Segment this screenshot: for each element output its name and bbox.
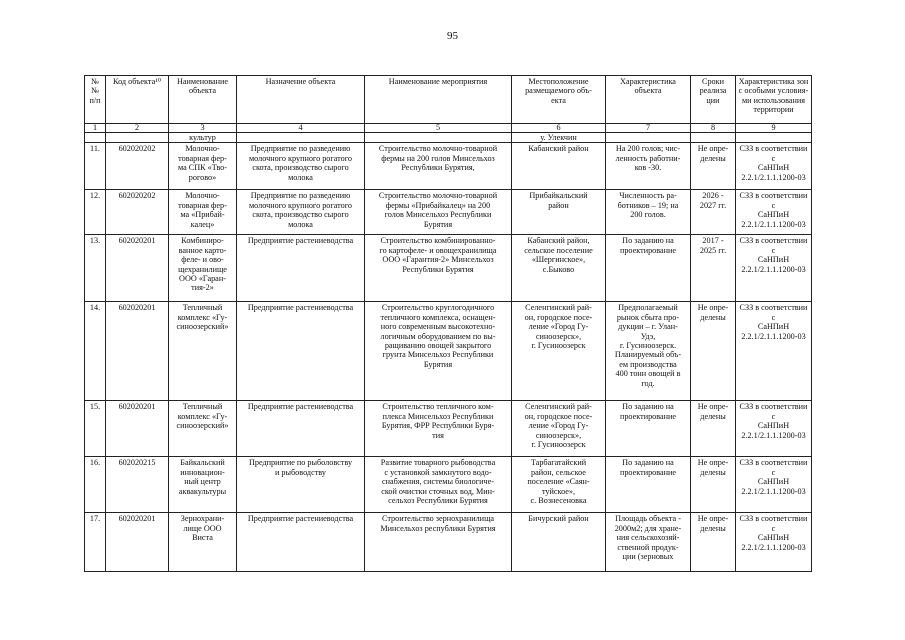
location-cell: Кабанский район, сельское поселение «Шергинское», с.Быково: [512, 235, 606, 302]
table-cell: [106, 133, 169, 143]
zone-characteristics-cell: СЗЗ в соответствии с СаНПиН 2.2.1/2.1.1.1200-03: [736, 143, 812, 190]
zone-characteristics-cell: СЗЗ в соответствии с СаНПиН 2.2.1/2.1.1.1200-03: [736, 513, 812, 572]
object-code-cell: 602020215: [106, 457, 169, 513]
row-number-cell: 16.: [85, 457, 106, 513]
object-purpose-cell: Предприятие растениеводства: [237, 302, 365, 401]
measure-name-cell: Строительство тепличного ком- плекса Минсельхоз Республики Бурятия, ФРР Республики Буря- тия: [365, 401, 512, 457]
table-cell: [365, 133, 512, 143]
characteristics-cell: На 200 голов; чис- ленность работни- ков -30.: [606, 143, 691, 190]
row-number-cell: 15.: [85, 401, 106, 457]
column-number: 5: [365, 124, 512, 133]
column-number: 4: [237, 124, 365, 133]
table-row: [85, 190, 812, 235]
row-number-cell: 17.: [85, 513, 106, 572]
header-row: [85, 76, 812, 124]
location-cell: Бичурский район: [512, 513, 606, 572]
object-code-cell: 602020202: [106, 143, 169, 190]
object-name-cell: Молочно- товарная фер- ма СПК «Тво- рогово»: [169, 143, 237, 190]
characteristics-cell: Площадь объекта - 2000м2; для хране- ния сельскохозяй- ственной продук- ции (зерновых: [606, 513, 691, 572]
terms-cell: Не опре- делены: [691, 401, 736, 457]
object-code-cell: 602020201: [106, 302, 169, 401]
measure-name-cell: Развитие товарного рыбоводства с установкой замкнутого водо- снабжения, системы биологиче- ской очистки сточных вод, Мин- сельхоз Республики Бурятия: [365, 457, 512, 513]
location-cell: Селенгинский рай- он, городское посе- ление «Город Гу- синоозерск», г. Гусиноозерск: [512, 302, 606, 401]
location-cell: Тарбагатайский район, сельское поселение «Саян- туйское», с. Вознесеновка: [512, 457, 606, 513]
location-cell: Кабанский район: [512, 143, 606, 190]
terms-cell: Не опре- делены: [691, 457, 736, 513]
object-name-cell: Байкальский инновацион- ный центр аквакультуры: [169, 457, 237, 513]
object-name-cell: Тепличный комплекс «Гу- синоозерский»: [169, 302, 237, 401]
zone-characteristics-cell: СЗЗ в соответствии с СаНПиН 2.2.1/2.1.1.1200-03: [736, 302, 812, 401]
column-number: 6: [512, 124, 606, 133]
header-cell-zones: Характеристика зон с особыми условия- ми использования территории: [736, 76, 812, 124]
continuation-row: [85, 133, 812, 143]
table-row: [85, 401, 812, 457]
header-cell-object-name: Наименование объекта: [169, 76, 237, 124]
terms-cell: Не опре- делены: [691, 513, 736, 572]
table-cell: [606, 133, 691, 143]
header-cell-num: № № п/п: [85, 76, 106, 124]
location-cell: Селенгинский рай- он, городское посе- ление «Город Гу- синоозерск», г. Гусиноозерск: [512, 401, 606, 457]
terms-cell: 2017 - 2025 гг.: [691, 235, 736, 302]
terms-cell: Не опре- делены: [691, 302, 736, 401]
header-cell-purpose: Назначение объекта: [237, 76, 365, 124]
object-purpose-cell: Предприятие по разведению молочного крупного рогатого скота, производство сырого молока: [237, 190, 365, 235]
object-purpose-cell: Предприятие по рыболовству и рыбоводству: [237, 457, 365, 513]
terms-cell: Не опре- делены: [691, 143, 736, 190]
header-cell-location: Местоположение размещаемого объ- екта: [512, 76, 606, 124]
table-row: [85, 302, 812, 401]
table-row: [85, 143, 812, 190]
object-name-cell: Комбиниро- ванное карто- феле- и ово- щехранилище ООО «Гаран- тия-2»: [169, 235, 237, 302]
header-cell-terms: Сроки реализа ции: [691, 76, 736, 124]
table-row: [85, 235, 812, 302]
characteristics-cell: По заданию на проектирование: [606, 235, 691, 302]
column-number: 3: [169, 124, 237, 133]
column-number: 8: [691, 124, 736, 133]
page-number: 95: [447, 30, 458, 42]
characteristics-cell: По заданию на проектирование: [606, 457, 691, 513]
column-number: 2: [106, 124, 169, 133]
location-cell: Прибайкальский район: [512, 190, 606, 235]
terms-cell: 2026 - 2027 гг.: [691, 190, 736, 235]
object-purpose-cell: Предприятие растениеводства: [237, 401, 365, 457]
column-number: 9: [736, 124, 812, 133]
zone-characteristics-cell: СЗЗ в соответствии с СаНПиН 2.2.1/2.1.1.1200-03: [736, 457, 812, 513]
row-number-cell: 13.: [85, 235, 106, 302]
header-cell-characteristics: Характеристика объекта: [606, 76, 691, 124]
objects-table: [84, 75, 812, 572]
table-cell: [85, 133, 106, 143]
object-code-cell: 602020201: [106, 235, 169, 302]
table-cell: культур: [169, 133, 237, 143]
table-row: [85, 513, 812, 572]
table-cell: [736, 133, 812, 143]
table-cell: [691, 133, 736, 143]
object-code-cell: 602020202: [106, 190, 169, 235]
characteristics-cell: По заданию на проектирование: [606, 401, 691, 457]
object-name-cell: Зернохрани- лище ООО Виста: [169, 513, 237, 572]
zone-characteristics-cell: СЗЗ в соответствии с СаНПиН 2.2.1/2.1.1.1200-03: [736, 190, 812, 235]
table-cell: у. Улекчин: [512, 133, 606, 143]
object-code-cell: 602020201: [106, 513, 169, 572]
column-number: 7: [606, 124, 691, 133]
column-number: 1: [85, 124, 106, 133]
header-cell-measure: Наименование мероприятия: [365, 76, 512, 124]
measure-name-cell: Строительство комбинированно- го картофеле- и овощехранилища ООО «Гарантия-2» Минсельхоз Республики Бурятия: [365, 235, 512, 302]
measure-name-cell: Строительство молочно-товарной фермы на 200 голов Минсельхоз Республики Бурятия,: [365, 143, 512, 190]
column-number-row: [85, 124, 812, 133]
object-name-cell: Молочно- товарная фер- ма «Прибай- калец»: [169, 190, 237, 235]
row-number-cell: 11.: [85, 143, 106, 190]
row-number-cell: 12.: [85, 190, 106, 235]
object-code-cell: 602020201: [106, 401, 169, 457]
zone-characteristics-cell: СЗЗ в соответствии с СаНПиН 2.2.1/2.1.1.1200-03: [736, 235, 812, 302]
measure-name-cell: Строительство молочно-товарной фермы «Прибайкалец» на 200 голов Минсельхоз Республики Бурятия: [365, 190, 512, 235]
object-name-cell: Тепличный комплекс «Гу- синоозерский»: [169, 401, 237, 457]
table-cell: [237, 133, 365, 143]
object-purpose-cell: Предприятие растениеводства: [237, 235, 365, 302]
row-number-cell: 14.: [85, 302, 106, 401]
measure-name-cell: Строительство зернохранилища Минсельхоз республики Бурятия: [365, 513, 512, 572]
header-cell-code: Код объекта¹⁰: [106, 76, 169, 124]
measure-name-cell: Строительство круглогодичного тепличного комплекса, оснащен- ного современным высокотехно- логичным оборудованием по вы- ращиванию овощей закрытого грунта Минсельхоз Республики Бурятия: [365, 302, 512, 401]
characteristics-cell: Предполагаемый рынок сбыта про- дукции – г. Улан- Удэ, г. Гусиноозерск. Планируемый объ- ем производства 400 тонн овощей в год.: [606, 302, 691, 401]
object-purpose-cell: Предприятие по разведению молочного крупного рогатого скота, производство сырого молока: [237, 143, 365, 190]
table-row: [85, 457, 812, 513]
object-purpose-cell: Предприятие растениеводства: [237, 513, 365, 572]
zone-characteristics-cell: СЗЗ в соответствии с СаНПиН 2.2.1/2.1.1.1200-03: [736, 401, 812, 457]
characteristics-cell: Численность ра- ботников – 19; на 200 голов.: [606, 190, 691, 235]
